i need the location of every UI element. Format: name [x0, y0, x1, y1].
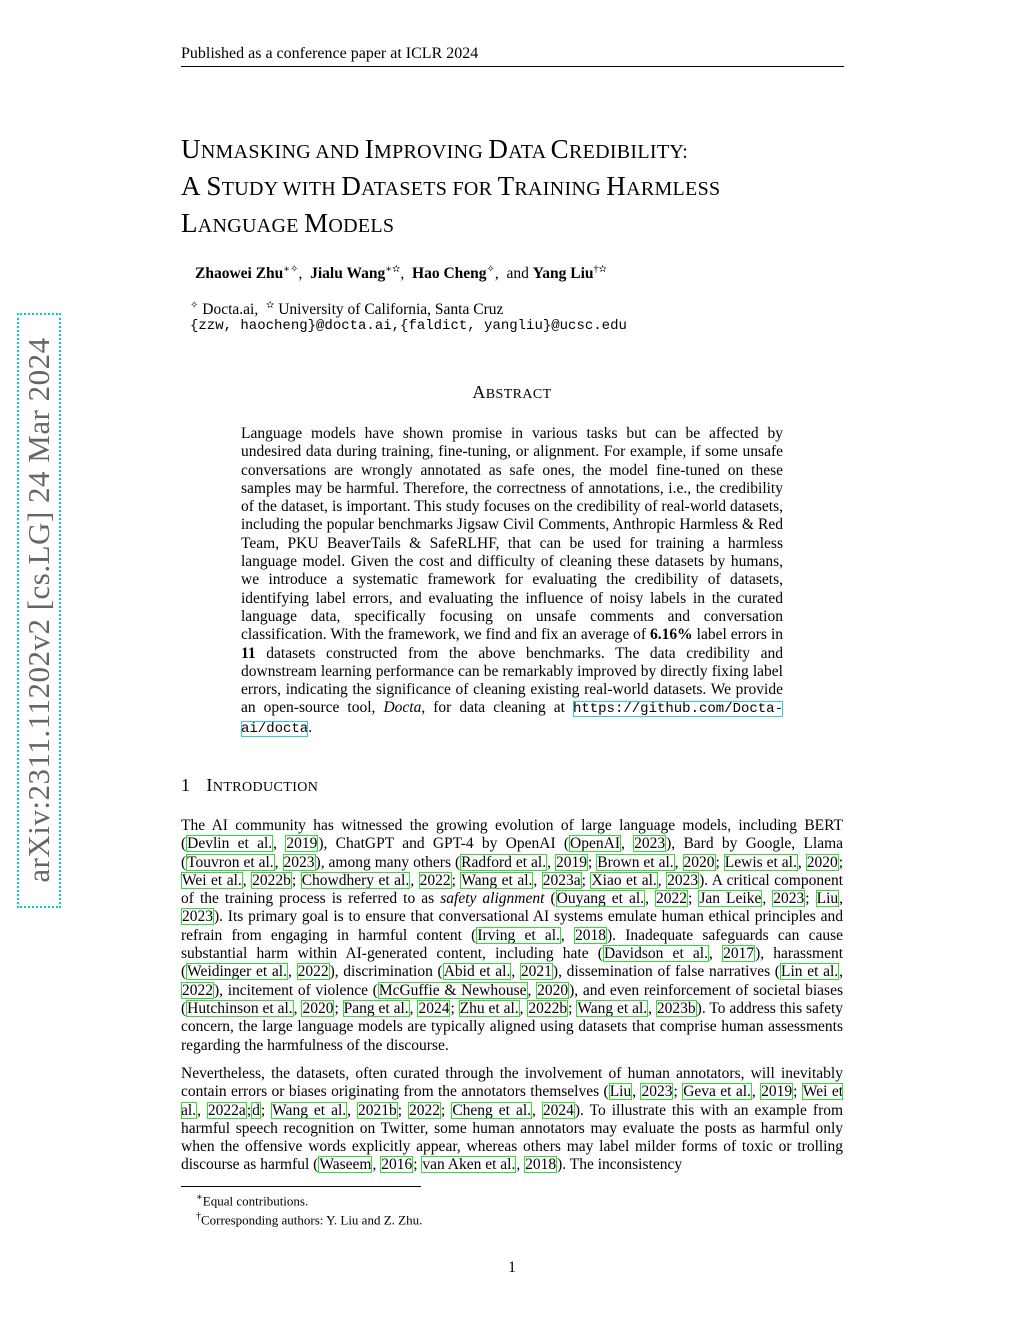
citation-link[interactable]: 2023b	[656, 999, 696, 1017]
paragraph-text: ), discrimination (	[329, 963, 443, 981]
citation-link[interactable]: 2023	[634, 835, 666, 853]
citation-link[interactable]: 2024	[418, 999, 450, 1017]
title-line-3	[181, 206, 881, 243]
citation-link[interactable]: Wei et al.	[182, 871, 242, 889]
title-text: RAINING	[514, 178, 607, 200]
citation-link[interactable]: OpenAI	[570, 835, 620, 853]
citation-link[interactable]: 2023	[283, 853, 315, 871]
paragraph-text: ,	[657, 871, 667, 889]
paragraph-text: ). The inconsistency	[557, 1156, 683, 1174]
paragraph-text: ,	[762, 890, 773, 908]
citation-link[interactable]: Devlin et al.	[187, 835, 273, 853]
citation-link[interactable]: 2020	[806, 853, 838, 871]
citation-link[interactable]: Chowdhery et al.	[301, 871, 410, 889]
paragraph-text: ;	[260, 1101, 272, 1119]
paragraph-text: ). Its primary goal is to ensure that conversational AI systems emulate human ethical principles and refrain from engaging in harmful content (	[181, 908, 843, 944]
paragraph-text: ), among many others (	[315, 853, 461, 871]
title-line-1	[181, 132, 881, 169]
title-text: I	[364, 134, 375, 164]
paragraph-text: ,	[410, 871, 419, 889]
citation-link[interactable]: van Aken et al.	[422, 1156, 516, 1174]
paragraph-text: ,	[533, 871, 542, 889]
author-mark: ∗✧	[283, 264, 299, 275]
citation-link[interactable]: 2022	[655, 890, 687, 908]
citation-link[interactable]: 2022	[297, 963, 329, 981]
paragraph-text: ;	[581, 871, 591, 889]
citation-link[interactable]: Zhu et al.	[459, 999, 519, 1017]
citation-link[interactable]: 2022	[182, 981, 213, 999]
citation-link[interactable]: 2019	[555, 853, 587, 871]
abstract-bold-value: 11	[241, 644, 256, 662]
citation-link[interactable]: Davidson et al.	[603, 945, 708, 963]
author-name: Jialu Wang	[310, 265, 386, 283]
abstract-body	[241, 425, 783, 738]
title-text: S	[206, 171, 222, 201]
citation-link[interactable]: 2022	[409, 1101, 441, 1119]
title-text: ARMLESS	[626, 178, 721, 200]
page-number: 1	[508, 1259, 516, 1276]
citation-link[interactable]: Brown et al.	[597, 853, 674, 871]
paragraph-text: ,	[527, 981, 537, 999]
paragraph-text: ,	[273, 835, 286, 853]
paragraph-text: ). Inadequate safeguards can cause substantial harm within AI-generated content, including hate (	[181, 926, 843, 963]
arxiv-stamp: arXiv:2311.11202v2 [cs.LG] 24 Mar 2024	[21, 337, 56, 883]
citation-link[interactable]: 2018	[525, 1156, 557, 1174]
abstract-text: .	[308, 718, 313, 736]
citation-link[interactable]: 2022	[419, 871, 451, 889]
citation-link[interactable]: 2023	[667, 871, 699, 889]
abstract-text: datasets constructed from the above benchmarks. The data credibility and downstream learning performance can be remarkably improved by directly fixing label errors, indicating the significance of cleaning existing real-world datasets. We provide an open-source tool,	[241, 644, 784, 717]
intro-paragraph-2	[181, 1065, 843, 1175]
paragraph-text: ). A critical component of the training process is referred to as	[181, 871, 844, 908]
paragraph-text: ;	[451, 871, 461, 889]
citation-link[interactable]: 2021	[520, 963, 552, 981]
title-text: C	[550, 134, 569, 164]
citation-link[interactable]: d	[252, 1101, 260, 1119]
citation-link[interactable]: 2024	[542, 1101, 574, 1119]
tool-name: Docta	[383, 699, 422, 717]
paragraph-text: ;	[291, 871, 301, 889]
author-name: Hao Cheng	[412, 265, 487, 283]
footnote-rule	[181, 1186, 421, 1187]
affiliation-org: University of California, Santa Cruz	[278, 301, 504, 319]
footnote-2	[196, 1209, 422, 1228]
citation-link[interactable]: 2023a	[542, 871, 581, 889]
paragraph-text: Nevertheless, the datasets, often curated through the involvement of human annotators, will inevitably contain errors or biases originating from the annotators themselves (	[181, 1065, 843, 1101]
title-text: ATASETS FOR	[361, 178, 498, 200]
paragraph-text: ), harassment (	[181, 945, 844, 981]
citation-link[interactable]: Touvron et al.	[187, 853, 274, 871]
author-mark: †✫	[593, 264, 607, 275]
title-text: D	[341, 171, 362, 201]
title-text: M	[304, 208, 329, 238]
paragraph-text: ), dissemination of false narratives (	[552, 963, 780, 981]
paragraph-text: ,	[197, 1101, 207, 1119]
paper-title	[181, 132, 881, 243]
paragraph-text: ;	[715, 853, 724, 871]
paragraph-text: ), incitement of violence (	[214, 981, 378, 999]
paragraph-text: ,	[347, 1101, 357, 1119]
title-line-2	[181, 169, 881, 206]
citation-link[interactable]: 2022b	[252, 871, 291, 889]
citation-link[interactable]: Ouyang et al.	[556, 890, 645, 908]
intro-paragraph-1	[181, 817, 843, 1055]
footnote-text: Corresponding authors: Y. Liu and Z. Zhu.	[201, 1212, 423, 1228]
paragraph-text: ,	[632, 1083, 641, 1101]
citation-link[interactable]: 2023	[773, 890, 805, 908]
paragraph-text: ,	[274, 853, 283, 871]
citation-link[interactable]: Weidinger et al.	[187, 963, 287, 981]
author-mark: ∗✫	[385, 264, 401, 275]
paragraph-text: ;	[587, 853, 597, 871]
author-name: Zhaowei Zhu	[195, 265, 284, 283]
citation-link[interactable]: Liu	[609, 1083, 632, 1101]
title-text: MPROVING	[374, 141, 489, 163]
citation-link[interactable]: Hutchinson et al.	[187, 999, 293, 1017]
title-text: ATA	[508, 141, 551, 163]
paragraph-text: ,	[511, 963, 520, 981]
section-number: 1	[181, 775, 191, 795]
title-text: U	[181, 134, 201, 164]
paragraph-text: ,	[242, 871, 252, 889]
author-name: Yang Liu	[532, 265, 594, 283]
author-and: and	[506, 265, 529, 283]
paragraph-text: ), and even reinforcement of societal biases (	[181, 981, 843, 1017]
citation-link[interactable]: 2022b	[528, 999, 568, 1017]
github-url-link[interactable]: https://github.com/Docta-ai/docta	[241, 701, 783, 737]
title-text: TUDY WITH	[221, 178, 342, 200]
paragraph-text: ;	[397, 1101, 409, 1119]
heading-text: NTRODUCTION	[212, 780, 319, 795]
paragraph-text: ,	[560, 926, 574, 944]
affiliation-org: Docta.ai,	[202, 301, 259, 319]
paragraph-text: ;	[413, 1156, 422, 1174]
citation-link[interactable]: Jan Leike	[699, 890, 762, 908]
citation-link[interactable]: 2020	[537, 981, 569, 999]
citation-link[interactable]: 2023	[182, 908, 213, 926]
paragraph-text: ,	[519, 999, 528, 1017]
paragraph-text: ,	[287, 963, 297, 981]
heading-text: A	[472, 382, 486, 402]
paragraph-text: ). To address this safety concern, the large language models are typically aligned using datasets that comprise human assessments regarding the harmfulness of the discourse.	[181, 999, 844, 1054]
paragraph-text: ,	[372, 1156, 381, 1174]
citation-link[interactable]: 2020	[683, 853, 715, 871]
paragraph-text: ,	[648, 999, 656, 1017]
abstract-text: label errors in	[696, 626, 783, 644]
paragraph-text: ,	[293, 999, 302, 1017]
citation-link[interactable]: 2021b	[358, 1101, 397, 1119]
citation-link[interactable]: Wang et al.	[272, 1101, 347, 1119]
title-text: T	[497, 171, 515, 201]
paragraph-text: ,	[839, 890, 844, 908]
citation-link[interactable]: Wang et al.	[577, 999, 648, 1017]
paragraph-text: ;	[673, 1083, 683, 1101]
footnote-1	[196, 1190, 308, 1209]
citation-link[interactable]: Liu	[816, 890, 839, 908]
citation-link[interactable]: Lin et al.	[780, 963, 839, 981]
abstract-heading	[0, 382, 1024, 403]
author-mark: ✧	[486, 264, 495, 275]
abstract-bold-value: 6.16%	[650, 626, 693, 644]
citation-link[interactable]: Irving et al.	[477, 926, 560, 944]
citation-link[interactable]: 2022a	[207, 1101, 246, 1119]
citation-link[interactable]: 2019	[761, 1083, 793, 1101]
paragraph-text: ;	[687, 890, 699, 908]
citation-link[interactable]: 2023	[641, 1083, 673, 1101]
author-list: Zhaowei Zhu∗✧, Jialu Wang∗✫, Hao Cheng✧, and Yang Liu†✫	[195, 264, 607, 283]
paragraph-text: ,	[674, 853, 683, 871]
citation-link[interactable]: Pang et al.	[343, 999, 409, 1017]
paragraph-text: ,	[620, 835, 634, 853]
citation-link[interactable]: Lewis et al.	[724, 853, 797, 871]
title-text: NMASKING AND	[200, 141, 365, 163]
paragraph-text: ). To illustrate this with an example from harmful speech recognition on Twitter, some human annotators may evaluate the posts as harmful only when the offensive words explicitly appear, whereas others may label milder forms of toxic or trolling discourse as harmful (	[181, 1101, 844, 1174]
heading-text: I	[206, 775, 213, 795]
citation-link[interactable]: 2016	[381, 1156, 413, 1174]
citation-link[interactable]: Cheng et al.	[452, 1101, 532, 1119]
paragraph-text: ;	[805, 890, 816, 908]
paragraph-text: ,	[797, 853, 806, 871]
citation-link[interactable]: Wang et al.	[461, 871, 533, 889]
paragraph-text: ,	[645, 890, 655, 908]
citation-link[interactable]: Xiao et al.	[591, 871, 657, 889]
paragraph-text: ;	[334, 999, 343, 1017]
citation-link[interactable]: Radford et al.	[461, 853, 547, 871]
paragraph-text: ;	[246, 1101, 252, 1119]
title-text: ODELS	[328, 215, 395, 237]
title-text: L	[181, 208, 198, 238]
paragraph-text: ,	[751, 1083, 761, 1101]
paragraph-text: ), Bard by Google, Llama (	[181, 835, 844, 871]
citation-link[interactable]: Abid et al.	[443, 963, 511, 981]
section-heading-introduction	[181, 775, 318, 796]
paragraph-text: ;	[450, 999, 459, 1017]
paragraph-text: ,	[709, 945, 723, 963]
footnote-mark: †	[196, 1211, 201, 1222]
paragraph-text: ,	[839, 963, 844, 981]
footnote-text: Equal contributions.	[202, 1193, 309, 1209]
paragraph-text: ,	[516, 1156, 525, 1174]
citation-link[interactable]: 2018	[574, 926, 606, 944]
paragraph-text: ,	[532, 1101, 542, 1119]
emphasis-text: safety alignment	[440, 890, 545, 908]
paragraph-text: (	[544, 890, 556, 908]
affiliation-mark: ✧	[190, 300, 199, 311]
title-text: A	[181, 171, 207, 201]
title-text: H	[606, 171, 627, 201]
citation-link[interactable]: McGuffie & Newhouse	[378, 981, 527, 999]
footnote-mark: ∗	[196, 1192, 203, 1203]
paragraph-text: ;	[441, 1101, 452, 1119]
paragraph-text: ;	[838, 853, 844, 871]
author-emails: {zzw, haocheng}@docta.ai,{faldict, yangliu}@ucsc.edu	[190, 318, 627, 334]
citation-link[interactable]: Geva et al.	[683, 1083, 751, 1101]
paragraph-text: ,	[547, 853, 555, 871]
abstract-text: , for data cleaning at	[421, 699, 565, 717]
title-text: D	[488, 134, 509, 164]
affiliation-mark: ✫	[265, 300, 275, 311]
paragraph-text: ;	[568, 999, 577, 1017]
heading-text: BSTRACT	[485, 387, 552, 402]
citation-link[interactable]: 2017	[723, 945, 755, 963]
citation-link[interactable]: Waseem	[319, 1156, 372, 1174]
citation-link[interactable]: Wei et al.	[181, 1083, 844, 1119]
paragraph-text: The AI community has witnessed the growing evolution of large language models, including BERT (	[181, 817, 843, 853]
paragraph-text: ), ChatGPT and GPT-4 by OpenAI (	[318, 835, 570, 853]
title-text: ANGUAGE	[197, 215, 305, 237]
paragraph-text: ,	[409, 999, 418, 1017]
header-rule	[181, 66, 844, 67]
abstract-text: Language models have shown promise in various tasks but can be affected by undesired data during training, fine-tuning, or alignment. For example, if some unsafe conversations are wrongly annotated as safe ones, the model fine-tuned on these samples may be harmful. Therefore, the correctness of annotations, i.e., the credibility of the dataset, is important. This study focuses on the credibility of real-world datasets, including the popular benchmarks Jigsaw Civil Comments, Anthropic Harmless & Red Team, PKU BeaverTails & SafeRLHF, that can be used for training a harmless language model. Given the cost and difficulty of cleaning these datasets by humans, we introduce a systematic framework for evaluating the credibility of datasets, identifying label errors, and evaluating the influence of noisy labels in the curated language data, specifically focusing on unsafe comments and conversation classification. With the framework, we find and fix an average of	[241, 425, 783, 644]
paragraph-text: ;	[793, 1083, 802, 1101]
title-text: REDIBILITY:	[568, 141, 689, 163]
running-header: Published as a conference paper at ICLR 2024	[181, 45, 479, 62]
citation-link[interactable]: 2020	[302, 999, 334, 1017]
citation-link[interactable]: 2019	[286, 835, 318, 853]
